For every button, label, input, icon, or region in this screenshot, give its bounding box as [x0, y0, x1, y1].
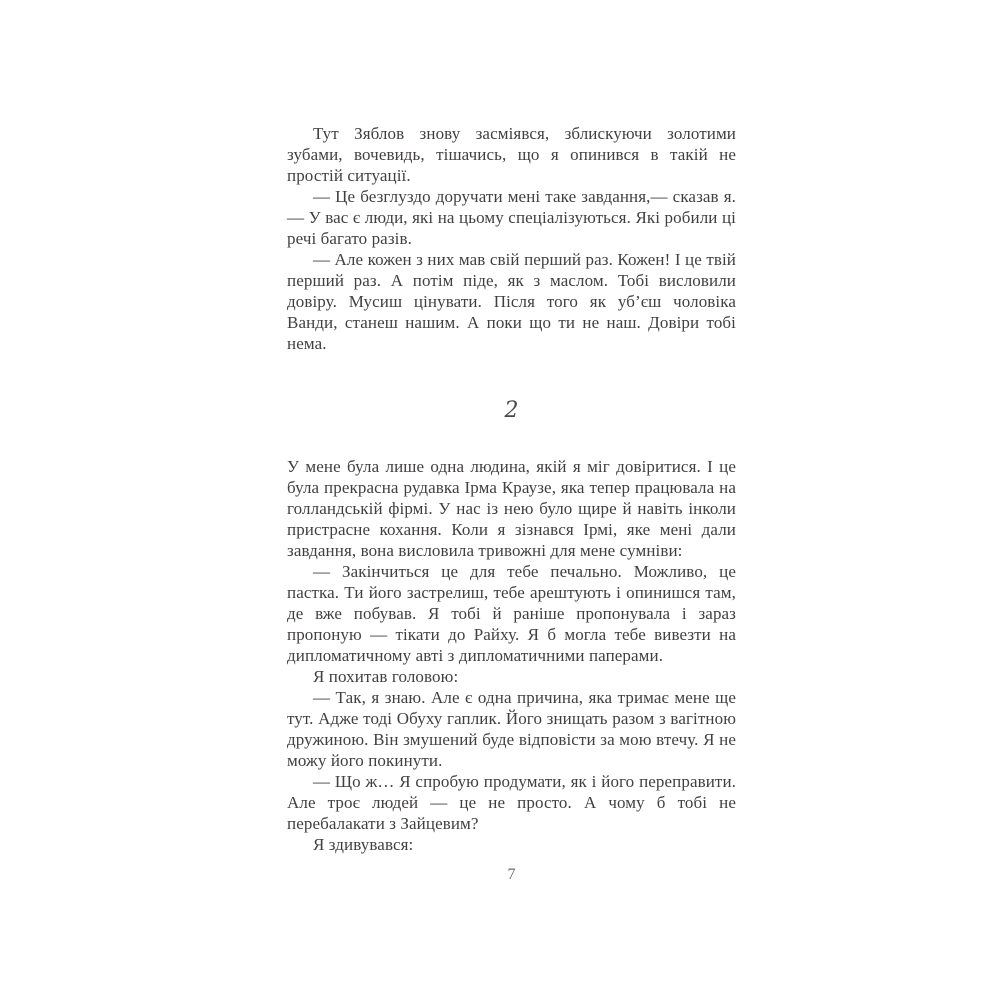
paragraph: У мене була лише одна людина, якій я міг довіритися. І це була прекрасна рудавка Ірма Краузе, яка тепер працювала на голландській фірмі. У нас із нею було щире й навіть інколи пристрасне кохання. Коли я зізнався Ірмі, яке мені дали завдання, вона висловила тривожні для мене сумніви: — [287, 457, 736, 560]
paragraph: Я похитав головою: — [313, 667, 459, 686]
paragraph: — Що ж… Я спробую продумати, як і його переправити. Але троє людей — це не просто. А чому б тобі не перебалакати з Зайцевим? — [287, 772, 736, 833]
paragraph: — Але кожен з них мав свій перший раз. Кожен! І це твій перший раз. А потім піде, як з маслом. Тобі висловили довіру. Мусиш цінувати. Після того як уб’єш чоловіка Ванди, станеш нашим. А поки що ти не наш. Довіри тобі нема. — [287, 250, 736, 353]
paragraph: Я здивувався: — [313, 835, 414, 854]
chapter-section-number: 2 — [504, 398, 519, 423]
paragraph: — Так, я знаю. Але є одна причина, яка тримає мене ще тут. Адже тоді Обуху гаплик. Його знищать разом з вагітною дружиною. Він змушений буде відповісти за мою втечу. Я не можу його покинути. — [287, 688, 736, 770]
paragraph: — Це безглуздо доручати мені таке завдання,— сказав я.— У вас є люди, які на цьому спеціалізуються. Які робили ці речі багато разів. — [287, 187, 736, 248]
text-column — [287, 123, 736, 855]
paragraph: Тут Зяблов знову засміявся, зблискуючи золотими зубами, вочевидь, тішачись, що я опинився в такій не простій ситуації. — [287, 124, 736, 185]
page-number: 7 — [507, 866, 516, 883]
paragraph: — Закінчиться це для тебе печально. Можливо, це пастка. Ти його застрелиш, тебе арештують і опинишся там, де вже побував. Я тобі й раніше пропонувала і зараз пропоную — тікати до Райху. Я б могла тебе вивезти на дипломатичному авті з дипломатичними паперами. — [287, 562, 736, 665]
